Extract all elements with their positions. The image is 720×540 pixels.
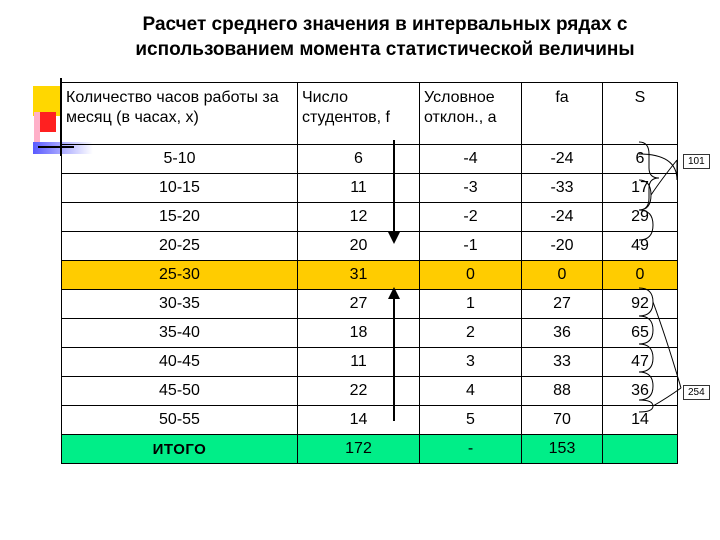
cell-fa: 36 (522, 319, 603, 348)
decor-red-square (40, 112, 56, 132)
table-header-row (62, 83, 678, 145)
table-row (62, 145, 678, 174)
arrow-up-shaft (393, 295, 395, 421)
cell-f: 31 (298, 261, 420, 290)
table-row (62, 406, 678, 435)
brace-connectors-icon (637, 140, 687, 440)
cell-interval: 20-25 (62, 232, 298, 261)
cell-interval: 45-50 (62, 377, 298, 406)
cell-interval: 5-10 (62, 145, 298, 174)
cell-interval: 10-15 (62, 174, 298, 203)
header-students: Число студентов, f (298, 83, 420, 145)
cell-interval: 25-30 (62, 261, 298, 290)
cell-a: 4 (420, 377, 522, 406)
cell-s: 49 (603, 232, 678, 261)
cell-fa: 33 (522, 348, 603, 377)
cell-a: 5 (420, 406, 522, 435)
cell-f: 11 (298, 348, 420, 377)
cell-a: -2 (420, 203, 522, 232)
cell-a: 3 (420, 348, 522, 377)
cell-fa: 27 (522, 290, 603, 319)
cell-interval: 50-55 (62, 406, 298, 435)
cell-total-f: 172 (298, 435, 420, 464)
cell-f: 12 (298, 203, 420, 232)
cell-total-fa: 153 (522, 435, 603, 464)
title-line-1: Расчет среднего значения в интервальных рядах с (142, 14, 628, 35)
cell-fa: -33 (522, 174, 603, 203)
cell-interval: 35-40 (62, 319, 298, 348)
table-row (62, 203, 678, 232)
arrow-down-icon (388, 232, 400, 244)
table-total-row (62, 435, 678, 464)
cell-interval: 40-45 (62, 348, 298, 377)
sum-label-lower: 254 (683, 385, 710, 400)
cell-s: 92 (603, 290, 678, 319)
cell-f: 22 (298, 377, 420, 406)
header-fa: fa (522, 83, 603, 145)
table-row (62, 174, 678, 203)
header-hours: Количество часов работы за месяц (в часах, х) (62, 83, 298, 145)
table-row (62, 348, 678, 377)
cell-a: -1 (420, 232, 522, 261)
sum-label-upper: 101 (683, 154, 710, 169)
cell-fa: -24 (522, 203, 603, 232)
cell-a: -4 (420, 145, 522, 174)
cell-total-a: - (420, 435, 522, 464)
cell-s: 36 (603, 377, 678, 406)
header-s: S (603, 83, 678, 145)
table-row (62, 377, 678, 406)
cell-fa: 88 (522, 377, 603, 406)
cell-f: 11 (298, 174, 420, 203)
cell-s: 47 (603, 348, 678, 377)
header-deviation: Условное отклон., а (420, 83, 522, 145)
interval-series-table (61, 82, 678, 464)
cell-interval: 15-20 (62, 203, 298, 232)
cell-fa: -24 (522, 145, 603, 174)
cell-f: 27 (298, 290, 420, 319)
cell-f: 20 (298, 232, 420, 261)
cell-a: 2 (420, 319, 522, 348)
cell-s: 0 (603, 261, 678, 290)
cell-s: 29 (603, 203, 678, 232)
cell-total-label: ИТОГО (62, 435, 298, 464)
slide-title (0, 12, 720, 62)
cell-a: 0 (420, 261, 522, 290)
cell-s: 17 (603, 174, 678, 203)
cell-s: 6 (603, 145, 678, 174)
cell-s: 65 (603, 319, 678, 348)
cell-a: -3 (420, 174, 522, 203)
cell-s: 14 (603, 406, 678, 435)
cell-a: 1 (420, 290, 522, 319)
table-row (62, 319, 678, 348)
cell-f: 18 (298, 319, 420, 348)
arrow-down-shaft (393, 140, 395, 235)
cell-fa: -20 (522, 232, 603, 261)
cell-f: 6 (298, 145, 420, 174)
cell-interval: 30-35 (62, 290, 298, 319)
cell-fa: 0 (522, 261, 603, 290)
title-line-2: использованием момента статистической величины (135, 39, 635, 60)
table-row (62, 232, 678, 261)
table-row (62, 290, 678, 319)
cell-fa: 70 (522, 406, 603, 435)
table-row-highlighted (62, 261, 678, 290)
cell-f: 14 (298, 406, 420, 435)
